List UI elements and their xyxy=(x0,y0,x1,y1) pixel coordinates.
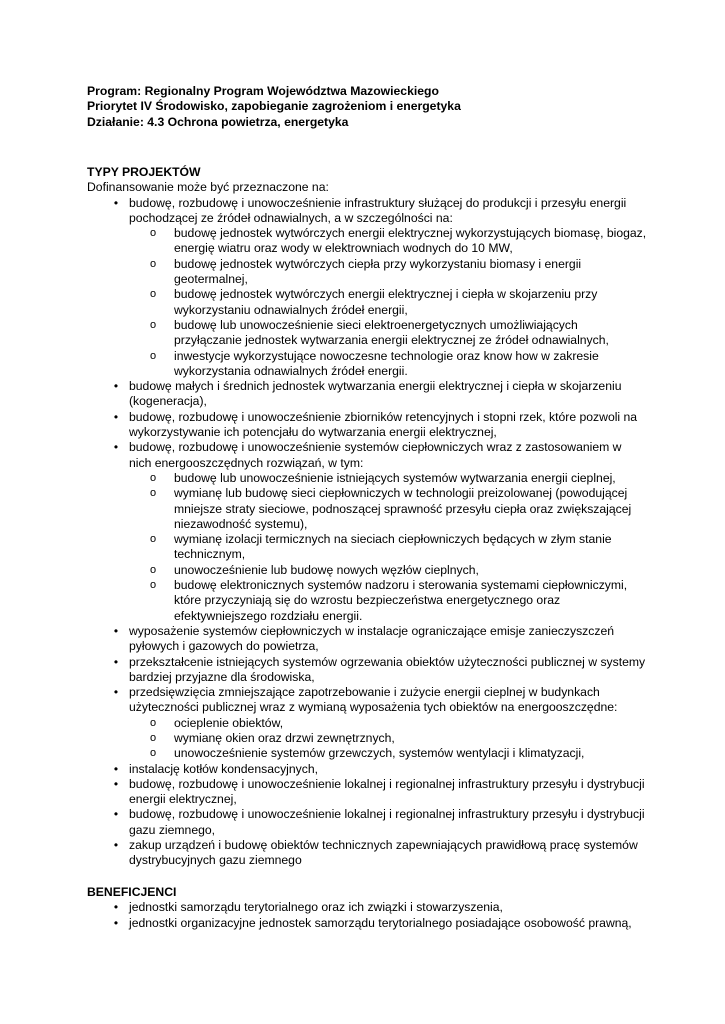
sub-list-item xyxy=(129,257,647,288)
bullet-icon: • xyxy=(113,379,119,394)
bullet-icon: • xyxy=(113,761,119,776)
list-item xyxy=(87,838,647,869)
circle-bullet-icon: o xyxy=(149,487,157,500)
list-item xyxy=(87,777,647,808)
sub-list-item xyxy=(129,578,647,624)
sub-list-item xyxy=(129,731,647,746)
list-item-text: budowę, rozbudowę i unowocześnienie lokalnej i regionalnej infrastruktury przesyłu i dystrybucji energii elektrycznej, xyxy=(129,776,645,807)
sub-list-item xyxy=(129,563,647,578)
list-item xyxy=(87,655,647,686)
list-item-text: jednostki samorządu terytorialnego oraz ich związki i stowarzyszenia, xyxy=(129,900,503,915)
sub-list-item-text: budowę lub unowocześnienie istniejących systemów wytwarzania energii cieplnej, xyxy=(174,470,616,485)
list-item xyxy=(87,379,647,410)
list-item xyxy=(87,624,647,655)
bullet-icon: • xyxy=(113,915,119,930)
sub-list-item-text: inwestycje wykorzystujące nowoczesne technologie oraz know how w zakresie wykorzystania odnawialnych źródeł energii. xyxy=(174,348,599,378)
sub-list-item-text: budowę elektronicznych systemów nadzoru i sterowania systemami ciepłowniczymi, które przyczyniają się do wzrostu bezpieczeństwa energetycznego oraz efektywniejszego rozdziału energii. xyxy=(174,578,628,623)
circle-bullet-icon: o xyxy=(149,318,157,331)
beneficiaries-title: BENEFICJENCI xyxy=(87,885,177,899)
list-item-text: zakup urządzeń i budowę obiektów technicznych zapewniających prawidłową pracę systemów dystrybucyjnych gazu ziemnego xyxy=(129,838,638,868)
bullet-icon: • xyxy=(113,440,119,455)
bullet-icon: • xyxy=(113,654,119,669)
circle-bullet-icon: o xyxy=(149,716,157,729)
sub-list-item-text: wymianę lub budowę sieci ciepłowniczych w technologii preizolowanej (powodującej mniejsze straty sieciowe, podnoszącej sprawność przesyłu ciepła oraz zwiększającej niezawodność systemu), xyxy=(174,486,632,531)
circle-bullet-icon: o xyxy=(149,747,157,760)
sub-list-item-text: unowocześnienie lub budowę nowych węzłów cieplnych, xyxy=(174,562,479,577)
list-item xyxy=(87,440,647,624)
circle-bullet-icon: o xyxy=(149,349,157,362)
bullet-icon: • xyxy=(113,623,119,638)
sub-list-item xyxy=(129,318,647,349)
action-line: Działanie: 4.3 Ochrona powietrza, energetyka xyxy=(87,114,349,129)
program-line: Program: Regionalny Program Województwa Mazowieckiego xyxy=(87,84,439,98)
circle-bullet-icon: o xyxy=(149,257,157,270)
sub-list-item xyxy=(129,532,647,563)
sub-list-item-text: budowę jednostek wytwórczych energii elektrycznej i ciepła w skojarzeniu przy wykorzystaniu odnawialnych źródeł energii, xyxy=(174,287,598,317)
sub-list-item xyxy=(129,226,647,257)
circle-bullet-icon: o xyxy=(149,563,157,576)
list-item xyxy=(87,196,647,380)
list-item-text: budowę, rozbudowę i unowocześnienie zbiorników retencyjnych i stopni rzek, które pozwoli na wykorzystywanie ich potencjału do wytwarzania energii elektrycznej, xyxy=(129,409,638,440)
sub-list-item xyxy=(129,486,647,532)
bullet-icon: • xyxy=(113,838,119,853)
circle-bullet-icon: o xyxy=(149,288,157,301)
sub-list-item xyxy=(129,716,647,731)
list-item-text: budowę, rozbudowę i unowocześnienie infrastruktury służącej do produkcji i przesyłu energii pochodzącej ze źródeł odnawialnych, a w szczególności na: xyxy=(129,195,627,225)
sub-list-item-text: wymianę izolacji termicznych na sieciach ciepłowniczych będących w złym stanie technicznym, xyxy=(174,532,612,562)
list-item xyxy=(87,685,647,761)
sub-list-item-text: ocieplenie obiektów, xyxy=(174,715,284,730)
list-item-text: budowę małych i średnich jednostek wytwarzania energii elektrycznej i ciepła w skojarzeniu (kogeneracja), xyxy=(129,379,622,409)
bullet-icon: • xyxy=(113,409,119,424)
list-item-text: jednostki organizacyjne jednostek samorządu terytorialnego posiadające osobowość prawną, xyxy=(129,915,632,930)
sub-list xyxy=(129,716,647,762)
sub-list-item-text: budowę jednostek wytwórczych energii elektrycznej wykorzystujących biomasę, biogaz, energię wiatru oraz wody w elektrowniach wodnych do 10 MW, xyxy=(174,226,647,256)
bullet-icon: • xyxy=(113,807,119,822)
project-types-list xyxy=(87,196,647,869)
list-item xyxy=(87,410,647,441)
project-types-section xyxy=(87,165,647,869)
sub-list-item-text: budowę lub unowocześnienie sieci elektroenergetycznych umożliwiających przyłączanie jednostek wytwarzania energii elektrycznej ze źródeł odnawialnych, xyxy=(174,317,609,348)
circle-bullet-icon: o xyxy=(149,533,157,546)
sub-list xyxy=(129,226,647,379)
list-item-text: przedsięwzięcia zmniejszające zapotrzebowanie i zużycie energii cieplnej w budynkach użyteczności publicznej wraz z wymianą wyposażenia tych obiektów na energooszczędne: xyxy=(129,685,618,715)
circle-bullet-icon: o xyxy=(149,731,157,744)
bullet-icon: • xyxy=(113,900,119,915)
project-types-intro: Dofinansowanie może być przeznaczone na: xyxy=(87,180,329,195)
sub-list-item-text: unowocześnienie systemów grzewczych, systemów wentylacji i klimatyzacji, xyxy=(174,746,585,761)
project-types-title: TYPY PROJEKTÓW xyxy=(87,165,201,179)
priority-line: Priorytet IV Środowisko, zapobieganie zagrożeniom i energetyka xyxy=(87,99,461,114)
sub-list-item xyxy=(129,471,647,486)
sub-list-item xyxy=(129,349,647,380)
list-item xyxy=(87,900,647,915)
circle-bullet-icon: o xyxy=(149,579,157,592)
bullet-icon: • xyxy=(113,195,119,210)
list-item xyxy=(87,916,647,931)
beneficiaries-list xyxy=(87,900,647,931)
list-item xyxy=(87,762,647,777)
list-item-text: budowę, rozbudowę i unowocześnienie systemów ciepłowniczych wraz z zastosowaniem w nich energooszczędnych rozwiązań, w tym: xyxy=(129,440,622,470)
sub-list xyxy=(129,471,647,624)
sub-list-item xyxy=(129,287,647,318)
list-item-text: wyposażenie systemów ciepłowniczych w instalacje ograniczające emisje zanieczyszczeń pyłowych i gazowych do powietrza, xyxy=(129,623,615,654)
list-item-text: instalację kotłów kondensacyjnych, xyxy=(129,761,319,776)
sub-list-item-text: budowę jednostek wytwórczych ciepła przy wykorzystaniu biomasy i energii geotermalnej, xyxy=(174,256,582,287)
list-item-text: budowę, rozbudowę i unowocześnienie lokalnej i regionalnej infrastruktury przesyłu i dystrybucji gazu ziemnego, xyxy=(129,807,645,837)
document-header xyxy=(87,84,461,130)
sub-list-item-text: wymianę okien oraz drzwi zewnętrznych, xyxy=(174,730,395,745)
list-item-text: przekształcenie istniejących systemów ogrzewania obiektów użyteczności publicznej w systemy bardziej przyjazne dla środowiska, xyxy=(129,654,646,684)
bullet-icon: • xyxy=(113,776,119,791)
beneficiaries-section xyxy=(87,885,647,931)
bullet-icon: • xyxy=(113,685,119,700)
list-item xyxy=(87,807,647,838)
circle-bullet-icon: o xyxy=(149,471,157,484)
sub-list-item xyxy=(129,746,647,761)
circle-bullet-icon: o xyxy=(149,227,157,240)
